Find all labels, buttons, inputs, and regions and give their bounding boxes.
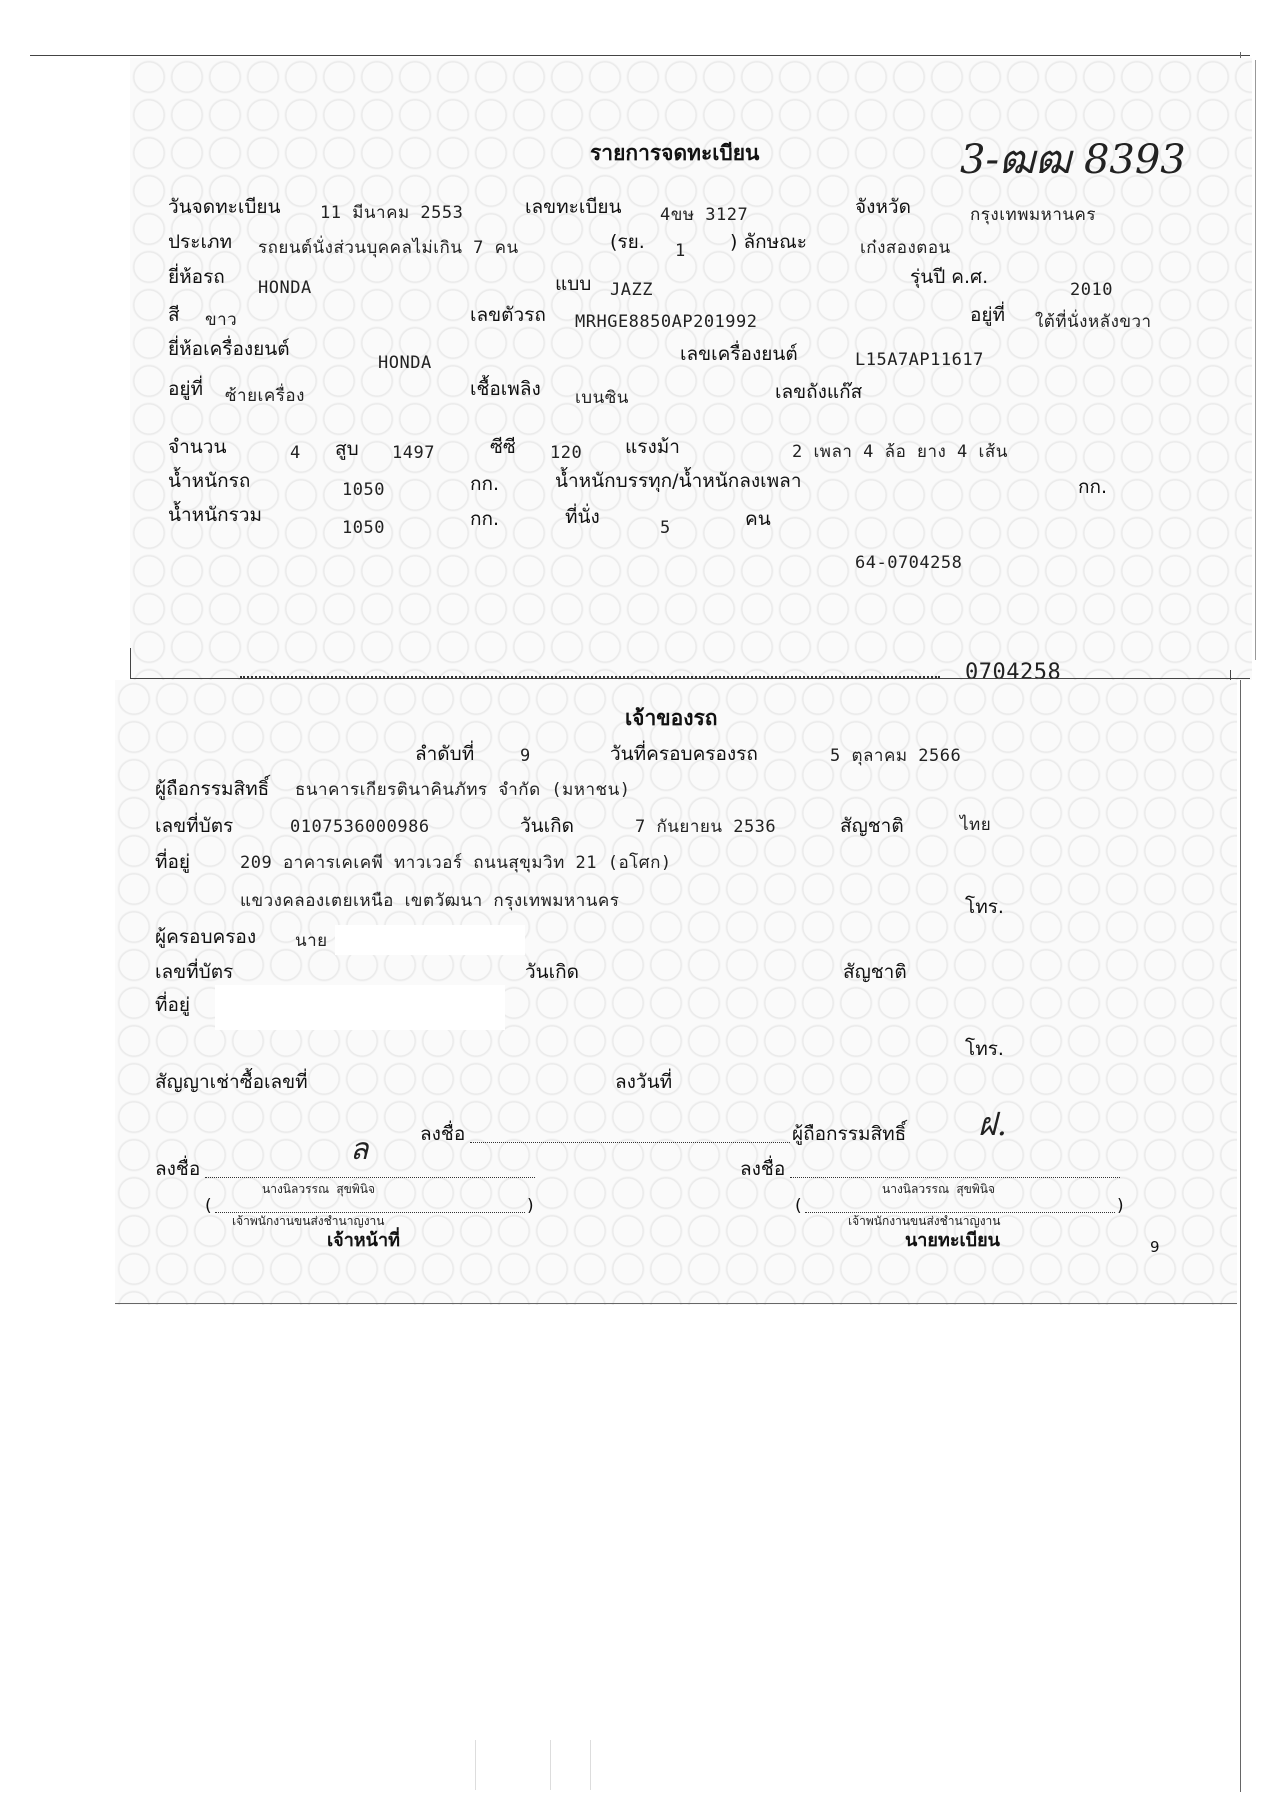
brand-label: ยี่ห้อรถ [168, 266, 225, 288]
officer-signature: ล [350, 1132, 369, 1167]
officer-signature-line [205, 1177, 535, 1178]
possessor-value: นาย [295, 931, 328, 951]
order-value: 9 [520, 746, 531, 766]
seats-value: 5 [660, 518, 671, 538]
officer-role: เจ้าหน้าที่ [327, 1230, 400, 1251]
model-value: JAZZ [610, 280, 653, 300]
possession-date-label: วันที่ครอบครองรถ [610, 743, 758, 765]
owner-title: เจ้าของรถ [625, 706, 718, 730]
perforation-dots [240, 676, 940, 678]
reg-no-value: 4ขษ 3127 [660, 205, 749, 225]
load-kg-label: กก. [1078, 476, 1108, 498]
cc-label: ซีซี [490, 436, 516, 458]
holder-signature: ฝ. [978, 1105, 1007, 1143]
officer-paren-close: ) [527, 1196, 534, 1216]
brand-value: HONDA [258, 278, 312, 298]
address2-label: ที่อยู่ [155, 994, 191, 1016]
registrar-signature-line [790, 1177, 1120, 1178]
officer-position: เจ้าพนักงานขนส่งชำนาญงาน [232, 1214, 385, 1228]
officer-paren-line [215, 1212, 525, 1213]
redacted-name [335, 925, 525, 955]
sign-right-label: ลงชื่อ [740, 1158, 786, 1180]
engine-brand-label: ยี่ห้อเครื่องยนต์ [168, 338, 290, 360]
type-value: รถยนต์นั่งส่วนบุคคลไม่เกิน 7 คน [258, 238, 519, 258]
character-label: ) ลักษณะ [730, 231, 807, 253]
seats-label: ที่นั่ง [565, 506, 600, 528]
total-weight-label: น้ำหนักรวม [168, 504, 263, 526]
axles-value: 2 เพลา 4 ล้อ ยาง 4 เส้น [792, 442, 1008, 462]
birth-label: วันเกิด [520, 815, 574, 837]
top-border [30, 55, 1250, 56]
cc-value: 1497 [392, 443, 435, 463]
chassis-value: MRHGE8850AP201992 [575, 312, 758, 332]
id-value: 0107536000986 [290, 817, 430, 837]
holder-label: ผู้ถือกรรมสิทธิ์ [155, 778, 270, 800]
fuel-label: เชื้อเพลิง [470, 378, 541, 400]
registrar-paren-open: ( [795, 1196, 802, 1216]
sign-left-label: ลงชื่อ [155, 1158, 201, 1180]
engine-location-value: ซ้ายเครื่อง [225, 386, 305, 406]
engine-location-label: อยู่ที่ [168, 378, 204, 400]
color-value: ขาว [205, 310, 238, 330]
nationality-label: สัญชาติ [840, 815, 904, 837]
weight-value: 1050 [342, 480, 385, 500]
chassis-location-label: อยู่ที่ [970, 304, 1006, 326]
registrar-position: เจ้าพนักงานขนส่งชำนาญงาน [848, 1214, 1001, 1228]
address-label: ที่อยู่ [155, 851, 191, 873]
right-edge-inner [1255, 60, 1256, 660]
cylinders-label: สูบ [335, 438, 359, 460]
ry-label: (รย. [610, 231, 645, 253]
birth-value: 7 กันยายน 2536 [635, 817, 777, 837]
phone2-label: โทร. [965, 1038, 1004, 1060]
weight-kg-label: กก. [470, 473, 500, 495]
scan-mark-2 [550, 1740, 551, 1790]
redacted-address [215, 985, 505, 1030]
province-value: กรุงเทพมหานคร [970, 205, 1097, 225]
address-line2: แขวงคลองเตยเหนือ เขตวัฒนา กรุงเทพมหานคร [240, 891, 620, 911]
lease-date-label: ลงวันที่ [615, 1071, 673, 1093]
count-label: จำนวน [168, 436, 227, 458]
officer-paren-open: ( [205, 1196, 212, 1216]
nationality2-label: สัญชาติ [843, 961, 907, 983]
engine-no-value: L15A7AP11617 [855, 350, 984, 370]
total-weight-kg-label: กก. [470, 508, 500, 530]
registrar-name: นางนิลวรรณ สุขพินิจ [882, 1182, 996, 1196]
sign-label: ลงชื่อ [420, 1123, 466, 1145]
registration-title: รายการจดทะเบียน [590, 141, 760, 165]
year-value: 2010 [1070, 280, 1113, 300]
handwritten-reference: 3-ฒฒ 8393 [960, 137, 1186, 183]
gas-tank-label: เลขถังแก๊ส [775, 381, 863, 403]
birth2-label: วันเกิด [525, 961, 579, 983]
year-label: รุ่นปี ค.ศ. [910, 266, 989, 288]
nationality-value: ไทย [960, 815, 992, 835]
cylinders-value: 4 [290, 443, 301, 463]
total-weight-value: 1050 [342, 518, 385, 538]
model-label: แบบ [555, 273, 592, 295]
fuel-value: เบนซิน [575, 388, 629, 408]
address-line1: 209 อาคารเคเคพี ทาวเวอร์ ถนนสุขุมวิท 21 (อโศก) [240, 853, 672, 873]
reg-no-label: เลขทะเบียน [525, 196, 622, 218]
horsepower-value: 120 [550, 443, 583, 463]
type-label: ประเภท [168, 231, 233, 253]
officer-name: นางนิลวรรณ สุขพินิจ [262, 1182, 376, 1196]
load-label: น้ำหนักบรรทุก/น้ำหนักลงเพลา [555, 470, 802, 492]
horsepower-label: แรงม้า [625, 436, 680, 458]
bottom-form-edge [115, 1303, 1237, 1304]
holder-sign-suffix: ผู้ถือกรรมสิทธิ์ [792, 1123, 907, 1145]
chassis-location-value: ใต้ที่นั่งหลังขวา [1035, 312, 1152, 332]
reg-date-label: วันจดทะเบียน [168, 196, 281, 218]
possession-date-value: 5 ตุลาคม 2566 [830, 746, 962, 766]
persons-label: คน [745, 508, 771, 530]
page-number-bottom: 9 [1150, 1238, 1160, 1256]
reg-date-value: 11 มีนาคม 2553 [320, 203, 464, 223]
order-label: ลำดับที่ [415, 743, 475, 765]
scan-mark-3 [590, 1740, 591, 1790]
ry-value: 1 [675, 241, 686, 261]
possessor-label: ผู้ครอบครอง [155, 926, 257, 948]
scan-mark-1 [475, 1740, 476, 1790]
character-value: เก๋งสองตอน [860, 238, 951, 258]
lease-label: สัญญาเช่าซื้อเลขที่ [155, 1071, 308, 1093]
engine-no-label: เลขเครื่องยนต์ [680, 343, 798, 365]
serial-number: 64-0704258 [855, 553, 963, 573]
color-label: สี [168, 304, 180, 326]
registrar-paren-close: ) [1117, 1196, 1124, 1216]
serial-perforation: 0704258 [965, 662, 1062, 678]
registrar-paren-line [805, 1212, 1115, 1213]
weight-label: น้ำหนักรถ [168, 470, 251, 492]
perforation-line [130, 678, 1250, 679]
engine-brand-value: HONDA [378, 353, 432, 373]
phone-label: โทร. [965, 896, 1004, 918]
holder-signature-line [470, 1142, 790, 1143]
divider-tick-left [130, 648, 131, 678]
province-label: จังหวัด [855, 196, 911, 218]
id-label: เลขที่บัตร [155, 815, 234, 837]
holder-value: ธนาคารเกียรตินาคินภัทร จำกัด (มหาชน) [295, 780, 631, 800]
id2-label: เลขที่บัตร [155, 961, 234, 983]
registrar-role: นายทะเบียน [905, 1230, 1000, 1251]
chassis-label: เลขตัวรถ [470, 304, 546, 326]
